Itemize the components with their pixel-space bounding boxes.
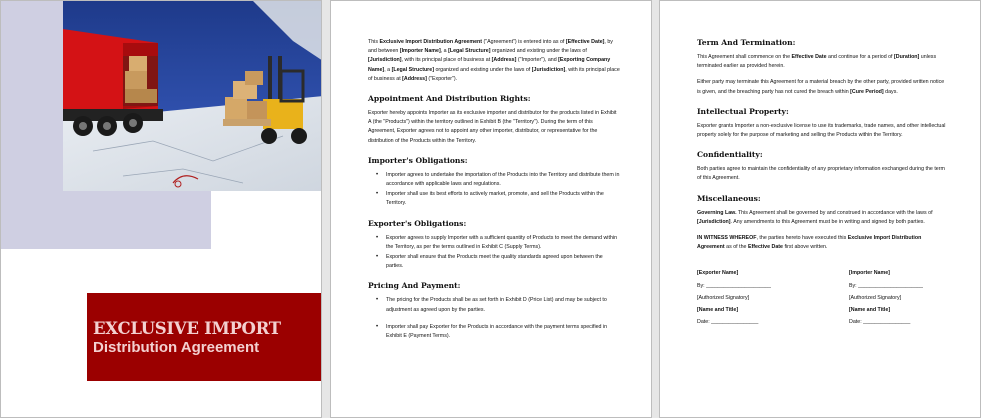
pricing-list [374,296,620,314]
page-3 [659,0,981,418]
heading-appointment: Appointment And Distribution Rights: [368,94,531,104]
signature-block [697,267,949,328]
list-item: • The pricing for the Products shall be as set forth in Exhibit D (Price List) and may be subject to adjustment as agreed upon by the parties. [374,296,620,314]
heading-miscellaneous: Miscellaneous: [697,193,761,203]
list-item: • Importer shall pay Exporter for the Products in accordance with the payment terms specified in Exhibit E (Payment Terms). [374,323,620,341]
term-paragraph-1: This Agreement shall commence on the Effective Date and continue for a period of [Duration] unless terminated earlier as provided herein. [697,54,937,70]
intro-paragraph: This Exclusive Import Distribution Agreement ("Agreement") is entered into as of [Effective Date], by and between [Importer Name], a [Legal Structure] organized and existing under the laws of [Jurisdiction], with its principal place of business at [Address] ("Importer"), and [Exporting Company Name], a [Legal Structure] organized and existing under the laws of [Jurisdiction], with its principal place of business at [Address] ("Exporter"). [368,39,620,82]
sig-line: [Authorized Signatory] [849,294,902,301]
sig-line: Date: ________________ [697,319,759,326]
cover-title-line1: EXCLUSIVE IMPORT [93,319,281,338]
cover-page [0,0,322,418]
list-item: • Importer shall use its best efforts to actively market, promote, and sell the Products within the Territory. [374,190,620,208]
heading-term: Term And Termination: [697,38,796,47]
list-item: • Exporter agrees to supply Importer with a sufficient quantity of Products to meet the demand within the Territory, as per the terms outlined in Exhibit C (Supply Terms). [374,234,620,252]
sig-line: By: ______________________ [697,282,771,289]
sig-line: [Name and Title] [849,307,891,314]
heading-exporter-obligations: Exporter's Obligations: [368,218,467,228]
list-item: • Importer agrees to undertake the importation of the Products into the Territory and distribute them in accordance with applicable laws and regulations. [374,171,620,189]
sig-line: [Name and Title] [697,307,739,314]
page-2 [330,0,652,418]
heading-intellectual-property: Intellectual Property: [697,106,789,116]
ip-paragraph: Exporter grants Importer a non-exclusive license to use its trademarks, trade names, and other intellectual property solely for the purpose of marketing and selling the Products within the Territory. [697,122,946,139]
page-2-content [368,38,620,342]
sig-line: Date: ________________ [849,319,911,326]
misc-paragraph: Governing Law. This Agreement shall be governed by and construed in accordance with the laws of [Jurisdiction]. Any amendments to this Agreement must be in writing and signed by both parties. [697,209,933,225]
heading-pricing: Pricing And Payment: [368,281,461,291]
confidentiality-paragraph: Both parties agree to maintain the confidentiality of any proprietary information exchanged during the term of this Agreement. [697,166,945,182]
appointment-paragraph: Exporter hereby appoints Importer as its exclusive importer and distributor for the products listed in Exhibit A (the "Products") within the territory outlined in Exhibit B (the "Territory"). During the term of this Agreement, Exporter agrees not to appoint any other importer, distributor, or representative for the distribution of the Products within the Territory. [368,110,617,144]
sig-line: [Importer Name] [849,270,890,277]
list-item: • Exporter shall ensure that the Products meet the quality standards agreed upon between the parties. [374,253,620,271]
signature-importer [849,267,949,328]
cover-title-line2: Distribution Agreement [93,339,260,356]
pricing-list-2 [374,323,620,341]
exporter-obligations-list [374,234,620,272]
signature-exporter [697,267,797,328]
cover-title-box [87,293,322,381]
heading-confidentiality: Confidentiality: [697,150,763,160]
sig-line: By: ______________________ [849,282,923,289]
importer-obligations-list [374,171,620,209]
heading-importer-obligations: Importer's Obligations: [368,155,468,165]
sig-line: [Authorized Signatory] [697,294,750,301]
page-3-content [697,38,949,328]
term-paragraph-2: Either party may terminate this Agreement for a material breach by the other party, provided written notice is given, and the breaching party has not cured the breach within [Cure Period] days. [697,79,945,95]
witness-paragraph: IN WITNESS WHEREOF, the parties hereto have executed this Exclusive Import Distribution Agreement as of the Effective Date first above written. [697,235,922,251]
sig-line: [Exporter Name] [697,270,739,277]
cover-photo [63,1,322,191]
